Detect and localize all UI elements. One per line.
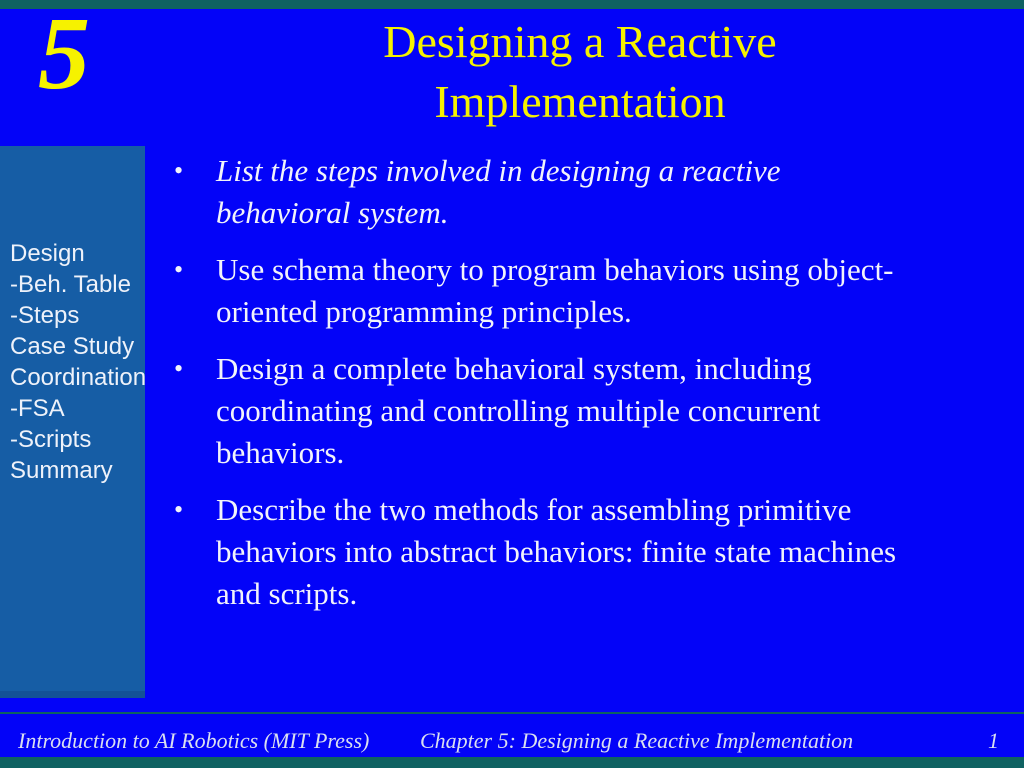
objectives-list	[168, 150, 1008, 630]
bullet-text: Describe the two methods for assembling primitive behaviors into abstract behaviors: finite state machines and scripts.	[216, 492, 897, 611]
agenda-item-steps: -Steps	[10, 302, 80, 329]
slide-top-border	[0, 0, 1024, 9]
slide-bottom-border	[0, 757, 1024, 768]
slide-footer	[0, 727, 1024, 757]
bullet-icon: •	[174, 354, 184, 383]
list-item	[168, 489, 1008, 615]
agenda-item-scripts: -Scripts	[10, 426, 92, 453]
footer-book-title: Introduction to AI Robotics (MIT Press)	[18, 728, 370, 753]
agenda-item-beh-table: -Beh. Table	[10, 271, 131, 298]
agenda-item-design: Design	[10, 240, 85, 267]
bullet-text: List the steps involved in designing a reactive behavioral system.	[216, 153, 781, 230]
agenda-item-fsa: -FSA	[10, 395, 65, 422]
bullet-icon: •	[174, 255, 184, 284]
bullet-text: Use schema theory to program behaviors using object- oriented programming principles.	[216, 252, 894, 329]
slide-title-line-1: Designing a Reactive	[383, 16, 777, 67]
bullet-icon: •	[174, 495, 184, 524]
bullet-icon: •	[174, 156, 184, 185]
agenda-sidebar	[0, 146, 145, 698]
list-item	[168, 150, 1008, 234]
agenda-item-case-study: Case Study	[10, 333, 135, 360]
agenda-item-coordination: Coordination	[10, 364, 147, 391]
footer-page-number: 1	[988, 728, 999, 753]
agenda-item-summary: Summary	[10, 457, 113, 484]
footer-chapter-title: Chapter 5: Designing a Reactive Implementation	[420, 728, 854, 753]
slide-title	[145, 12, 1015, 132]
slide-title-line-2: Implementation	[434, 76, 726, 127]
chapter-number: 5	[38, 0, 90, 111]
agenda-list	[10, 238, 146, 486]
list-item	[168, 348, 1008, 474]
footer-divider	[0, 712, 1024, 714]
bullet-text: Design a complete behavioral system, including coordinating and controlling multiple concurrent behaviors.	[216, 351, 821, 470]
list-item	[168, 249, 1008, 333]
